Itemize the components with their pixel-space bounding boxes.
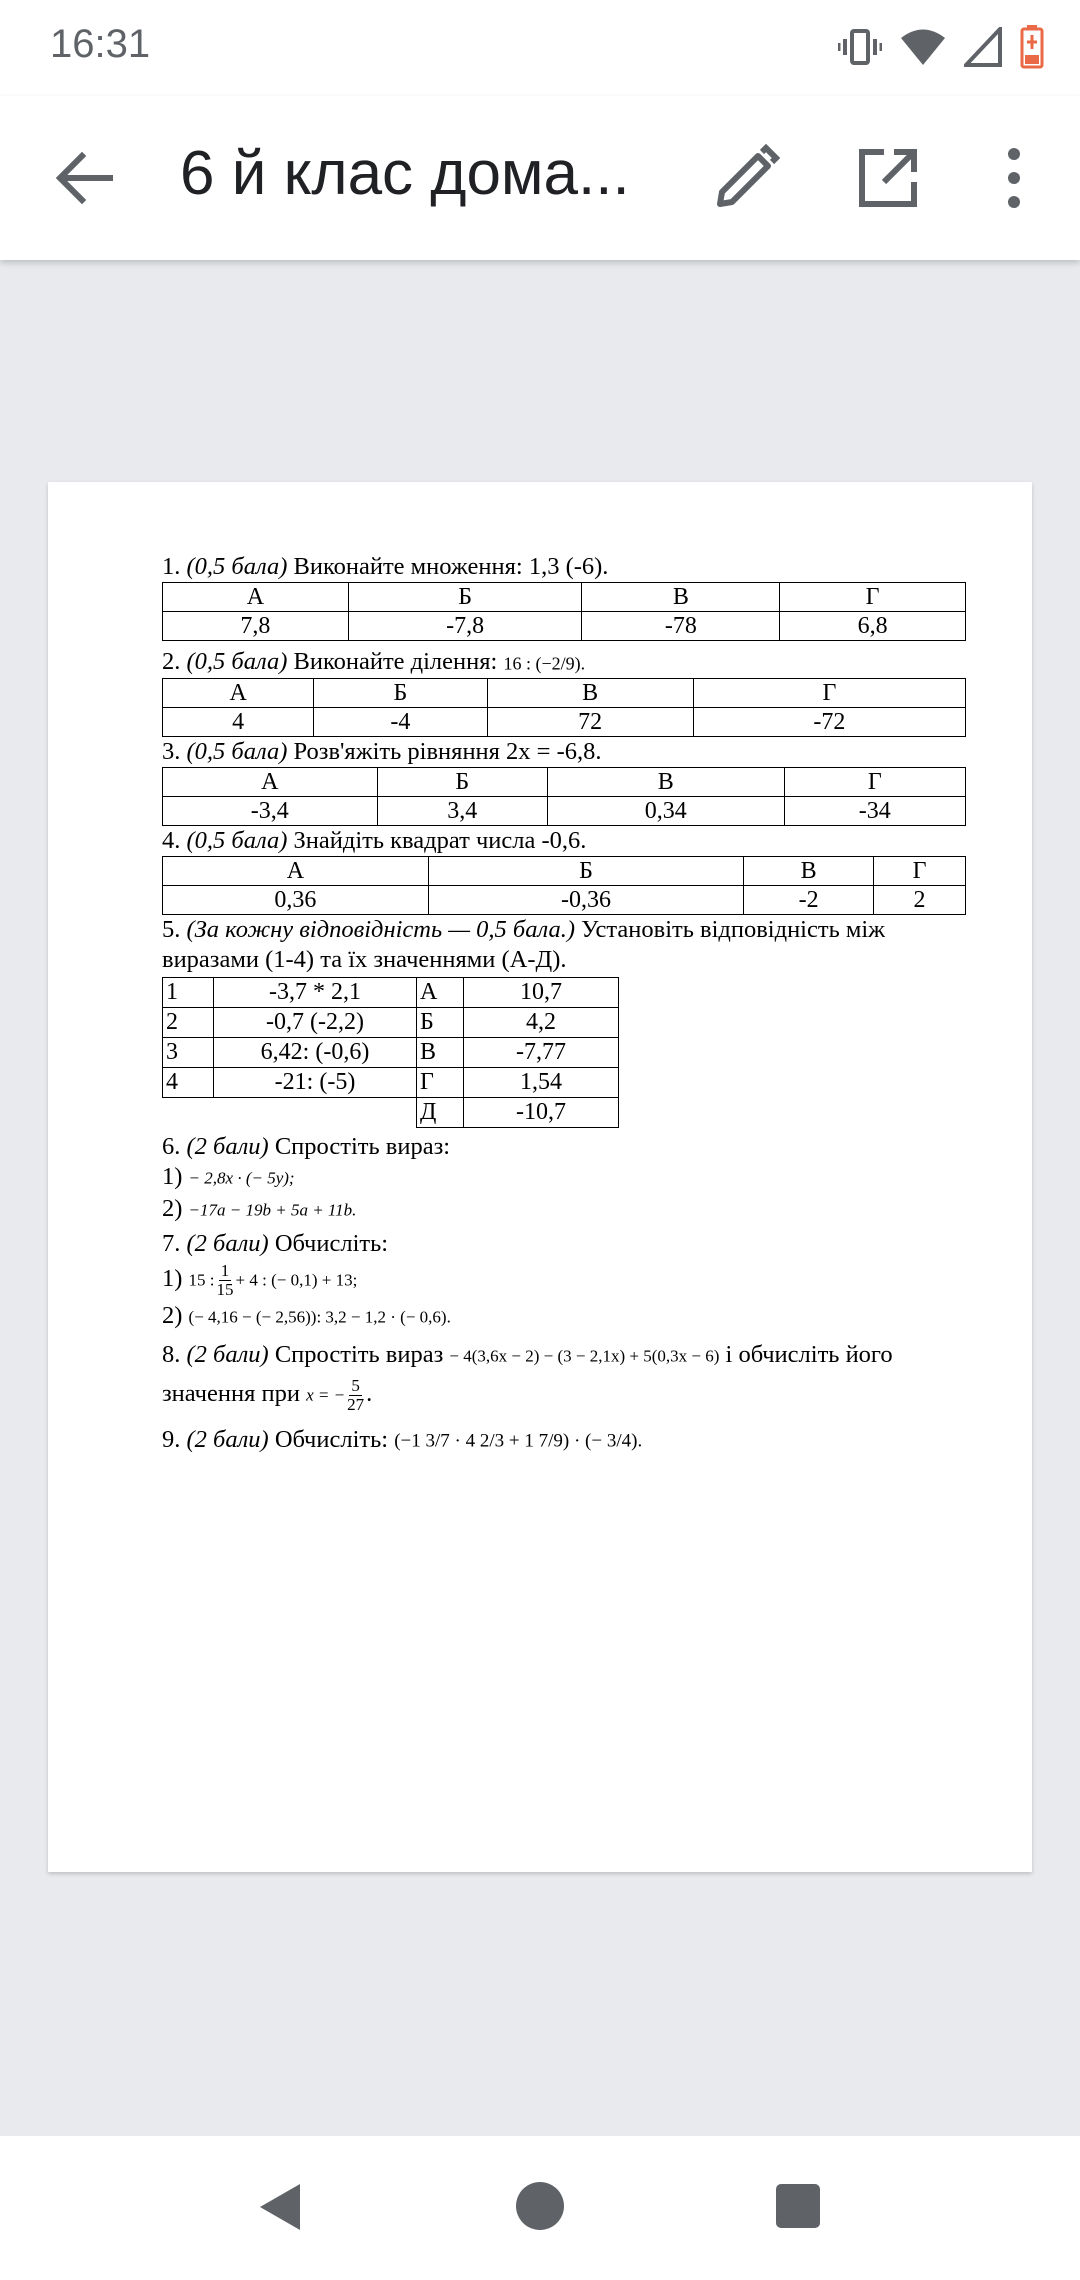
question-6-item-2: 2) −17a − 19b + 5a + 11b. — [162, 1194, 357, 1222]
wifi-icon — [900, 27, 946, 67]
question-7: 7. (2 бали) Обчисліть: — [162, 1230, 389, 1258]
back-arrow-icon — [50, 140, 126, 216]
status-time: 16:31 — [50, 22, 151, 66]
nav-back-icon — [258, 2182, 304, 2232]
edit-button[interactable] — [708, 140, 784, 216]
pencil-icon — [708, 140, 784, 216]
question-7-item-2: 2) (− 4,16 − (− 2,56)): 3,2 − 1,2 · (− 0,6). — [162, 1301, 451, 1329]
nav-recents-icon[interactable] — [776, 2184, 820, 2228]
app-bar — [0, 96, 1080, 260]
question-1: 1. (0,5 бала) Виконайте множення: 1,3 (-6). — [162, 553, 609, 580]
open-external-button[interactable] — [850, 140, 926, 216]
nav-home-icon[interactable] — [516, 2182, 564, 2230]
back-button[interactable] — [50, 140, 126, 216]
vibrate-icon — [838, 27, 882, 67]
question-2: 2. (0,5 бала) Виконайте ділення: 16 : (−2/9). — [162, 648, 586, 675]
question-5-line2: виразами (1-4) та їх значеннями (А-Д). — [162, 946, 567, 974]
more-options-button[interactable] — [1000, 140, 1040, 216]
status-icons — [838, 22, 1044, 72]
question-4-answers: А Б В Г 0,36 -0,36 -2 2 — [162, 856, 966, 915]
question-8: 8. (2 бали) Спростіть вираз − 4(3,6x − 2) − (3 − 2,1x) + 5(0,3x − 6) і обчисліть його — [162, 1340, 893, 1368]
question-7-item-1: 1) 15 : $\frac{1}{15}$ + 4 : (− 0,1) + 13; — [162, 1261, 358, 1299]
question-6-item-1: 1) − 2,8x · (− 5y); — [162, 1163, 295, 1191]
question-1-answers: А Б В Г 7,8 -7,8 -78 6,8 — [162, 582, 966, 641]
document-page — [48, 482, 1032, 1872]
navigation-bar — [0, 2136, 1080, 2280]
battery-charging-icon — [1020, 25, 1044, 69]
question-2-answers: А Б В Г 4 -4 72 -72 — [162, 678, 966, 737]
status-bar — [0, 0, 1080, 96]
open-external-icon — [850, 140, 926, 216]
question-9: 9. (2 бали) Обчисліть: (−1 3/7 · 4 2/3 + 1 7/9) · (− 3/4). — [162, 1425, 643, 1453]
signal-icon — [964, 27, 1002, 67]
question-3-answers: А Б В Г -3,4 3,4 0,34 -34 — [162, 767, 966, 826]
document-content — [162, 552, 968, 1456]
question-5-matching-table: 1 -3,7 * 2,1 А 10,7 2 -0,7 (-2,2) Б 4,2 3 6,42: (-0,6) В -7,77 4 -21: (-5) Г 1,54 Д -10,7 — [162, 977, 619, 1128]
more-vert-icon — [1000, 140, 1040, 216]
nav-back-button[interactable] — [258, 2182, 304, 2237]
question-6: 6. (2 бали) Спростіть вираз: — [162, 1133, 451, 1161]
question-4: 4. (0,5 бала) Знайдіть квадрат числа -0,6. — [162, 827, 587, 855]
question-8-line2: значення при x = − $\frac{5}{27}$ . — [162, 1376, 373, 1415]
question-5: 5. (За кожну відповідність — 0,5 бала.) Установіть відповідність між — [162, 916, 886, 944]
question-3: 3. (0,5 бала) Розв'яжіть рівняння 2x = -6,8. — [162, 738, 602, 766]
document-title: 6 й клас дома... — [180, 139, 630, 208]
